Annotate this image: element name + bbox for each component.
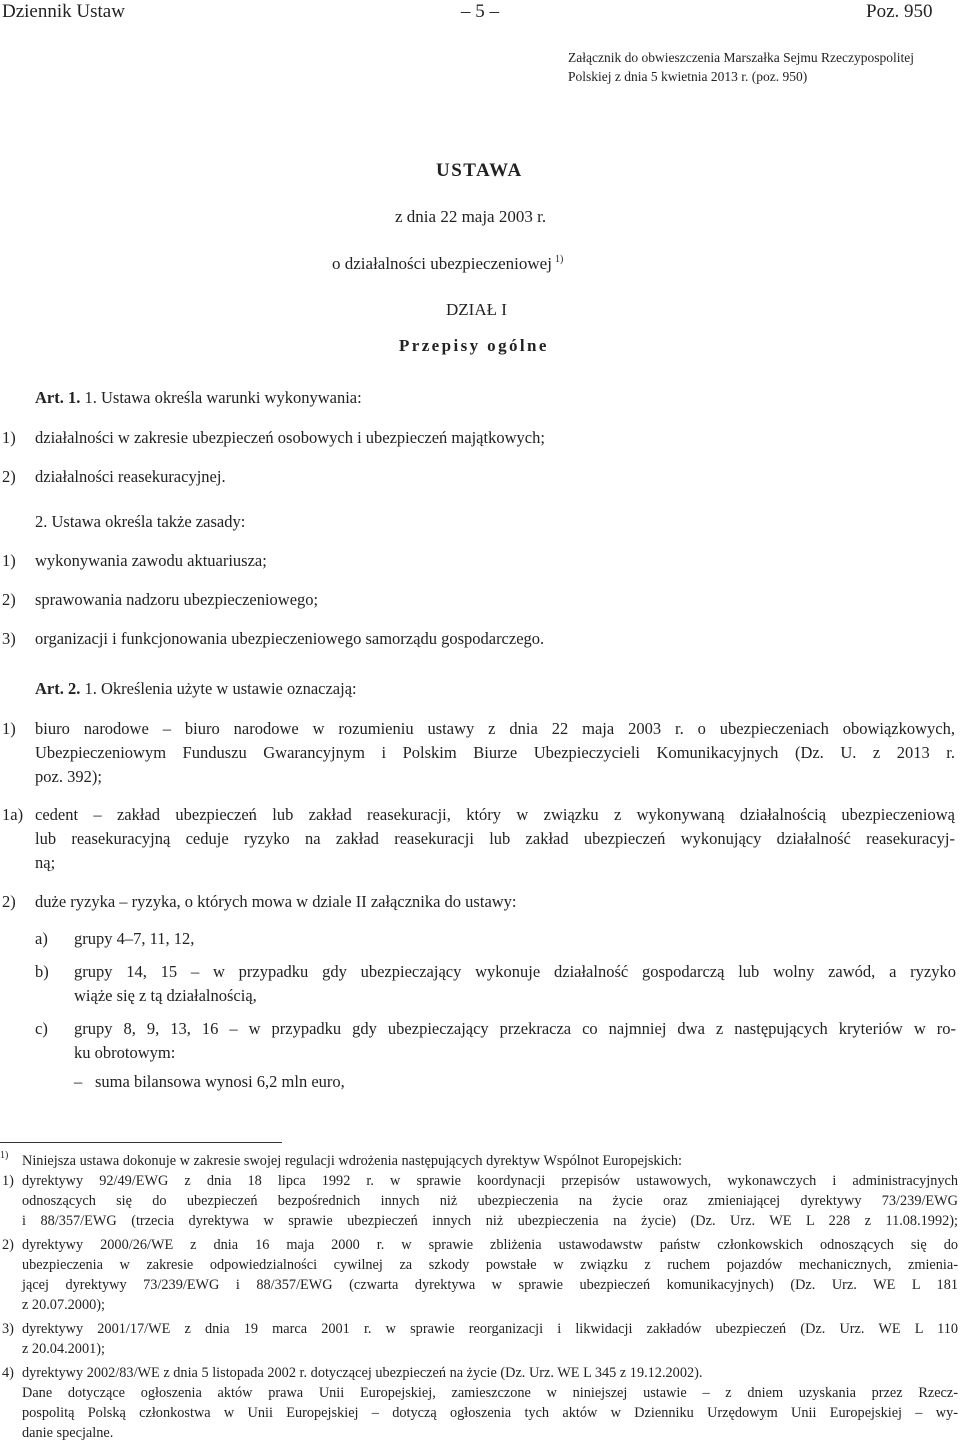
footnote-item-line: dyrektywy 2002/83/WE z dnia 5 listopada 2002 r. dotyczącej ubezpieczeń na życie (Dz. Urz. WE L 345 z 19.12.2002). (22, 1365, 703, 1381)
art2-para1 (35, 679, 357, 699)
def-2c-line: ku obrotowym: (74, 1043, 176, 1062)
def-2-num: 2) (2, 892, 16, 911)
art2-para1-text: 1. Określenia użyte w ustawie oznaczają: (84, 679, 357, 698)
def-2c-num: c) (35, 1019, 48, 1038)
art1-para1-text: 1. Ustawa określa warunki wykonywania: (84, 388, 362, 407)
footnote-item-line: odnoszących się do ubezpieczeń bezpośrednich innych niż ubezpieczenia na życie oraz zmieniającej dyrektywy 73/239/EWG (22, 1193, 958, 1209)
art2-label: Art. 2. (35, 679, 81, 698)
position-number: Poz. 950 (866, 1, 933, 22)
art1-p2-item-num: 2) (2, 590, 16, 609)
footnote-item-line: jącej dyrektywy 73/239/EWG i 88/357/EWG (czwarta dyrektywa w sprawie ubezpieczeń komunikacyjnych) (Dz. Urz. WE L 181 (22, 1277, 958, 1293)
annex-note-line2: Polskiej z dnia 5 kwietnia 2013 r. (poz. 950) (568, 69, 808, 84)
def-1a-line: ną; (35, 853, 56, 872)
journal-name: Dziennik Ustaw (2, 1, 125, 22)
art1-p1-item-num: 2) (2, 467, 16, 486)
def-1-line: Ubezpieczeniowym Funduszu Gwarancyjnym i Polskim Biurze Ubezpieczycieli Komunikacyjnych (Dz. U. z 2013 r. (35, 743, 955, 762)
def-1-line: biuro narodowe – biuro narodowe w rozumieniu ustawy z dnia 22 maja 2003 r. o ubezpieczeniach obowiązkowych, (35, 719, 955, 738)
footnote-marker: 1) (0, 1150, 9, 1161)
def-2b-line: grupy 14, 15 – w przypadku gdy ubezpieczający wykonuje działalność gospodarczą lub wolny zawód, a ryzyko (74, 962, 956, 981)
art1-p2-item-num: 3) (2, 629, 16, 648)
def-1-line: poz. 392); (35, 767, 102, 786)
dash-mark: – (74, 1072, 83, 1091)
art1-p1-item-text: działalności w zakresie ubezpieczeń osobowych i ubezpieczeń majątkowych; (35, 428, 545, 447)
footnote-item-num: 1) (2, 1173, 14, 1189)
page-number: – 5 – (461, 1, 499, 22)
footnote-item-line: i 88/357/EWG (trzecia dyrektywa w sprawie ubezpieczeń innych niż ubezpieczenia na życie) (Dz. Urz. WE L 228 z 11.08.1992); (22, 1213, 958, 1229)
footnote-item-line: dyrektywy 92/49/EWG z dnia 18 lipca 1992 r. w sprawie koordynacji przepisów ustawowych, wykonawczych i administracyjnych (22, 1173, 958, 1189)
footnote-intro: Niniejsza ustawa dokonuje w zakresie swojej regulacji wdrożenia następujących dyrektyw Wspólnot Europejskich: (22, 1153, 682, 1169)
footnote-closing-line: Dane dotyczące ogłoszenia aktów prawa Unii Europejskiej, zamieszczone w niniejszej ustawie – z dniem uzyskania przez Rzecz- (22, 1385, 958, 1401)
act-type: USTAWA (436, 160, 523, 181)
division-number: DZIAŁ I (446, 300, 507, 319)
division-title: Przepisy ogólne (399, 336, 549, 355)
art1-p2-item-text: organizacji i funkcjonowania ubezpieczeniowego samorządu gospodarczego. (35, 629, 545, 648)
art1-p2-item-text: wykonywania zawodu aktuariusza; (35, 551, 267, 570)
def-2a-text: grupy 4–7, 11, 12, (74, 929, 195, 948)
footnote-item-num: 4) (2, 1365, 14, 1381)
def-1a-line: cedent – zakład ubezpieczeń lub zakład reasekuracji, który w związku z wykonywaną działalnością ubezpieczeniową (35, 805, 955, 824)
def-2c-line: grupy 8, 9, 13, 16 – w przypadku gdy ubezpieczający przekracza co najmniej dwa z następujących kryteriów w ro- (74, 1019, 956, 1038)
def-2a-num: a) (35, 929, 48, 948)
def-2b-num: b) (35, 962, 49, 981)
art1-p2-item-text: sprawowania nadzoru ubezpieczeniowego; (35, 590, 319, 609)
art1-para2: 2. Ustawa określa także zasady: (35, 512, 246, 531)
act-subject-text: o działalności ubezpieczeniowej (332, 254, 552, 273)
footnote-item-line: z 20.04.2001); (22, 1341, 105, 1357)
art1-p1-item-text: działalności reasekuracyjnej. (35, 467, 226, 486)
footnote-item-line: dyrektywy 2001/17/WE z dnia 19 marca 2001 r. w sprawie reorganizacji i likwidacji zakładów ubezpieczeń (Dz. Urz. WE L 110 (22, 1321, 958, 1337)
footnote-item-num: 2) (2, 1237, 14, 1253)
footnote-separator (0, 1142, 282, 1143)
def-2b-line: wiąże się z tą działalnością, (74, 986, 257, 1005)
def-2-text: duże ryzyka – ryzyka, o których mowa w dziale II załącznika do ustawy: (35, 892, 517, 911)
act-date: z dnia 22 maja 2003 r. (395, 207, 547, 226)
footnote-reference: 1) (554, 254, 564, 266)
def-1-num: 1) (2, 719, 16, 738)
footnote-closing-line: danie specjalne. (22, 1425, 114, 1441)
art1-p2-item-num: 1) (2, 551, 16, 570)
footnote-item-line: z 20.07.2000); (22, 1297, 105, 1313)
art1-p1-item-num: 1) (2, 428, 16, 447)
act-subject (332, 254, 563, 274)
footnote-item-line: ubezpieczenia w zakresie odpowiedzialności cywilnej za szkody powstałe w związku z ruchem pojazdów mechanicznych, zmienia- (22, 1257, 958, 1273)
def-1a-num: 1a) (2, 805, 24, 824)
footnote-item-line: dyrektywy 2000/26/WE z dnia 16 maja 2000 r. w sprawie zbliżenia ustawodawstw państw członkowskich odnoszących się do (22, 1237, 958, 1253)
annex-note-line1: Załącznik do obwieszczenia Marszałka Sejmu Rzeczypospolitej (568, 50, 914, 65)
art1-label: Art. 1. (35, 388, 81, 407)
footnote-item-num: 3) (2, 1321, 14, 1337)
footnote-closing-line: pospolitą Polską członkostwa w Unii Europejskiej – dotyczą ogłoszenia tych aktów w Dzienniku Urzędowym Unii Europejskiej – wy- (22, 1405, 958, 1421)
def-1a-line: lub reasekuracyjną ceduje ryzyko na zakład reasekuracji lub zakład ubezpieczeń wykonujący działalność reasekuracyj- (35, 829, 955, 848)
dash-item-text: suma bilansowa wynosi 6,2 mln euro, (95, 1072, 345, 1091)
art1-para1 (35, 388, 362, 408)
